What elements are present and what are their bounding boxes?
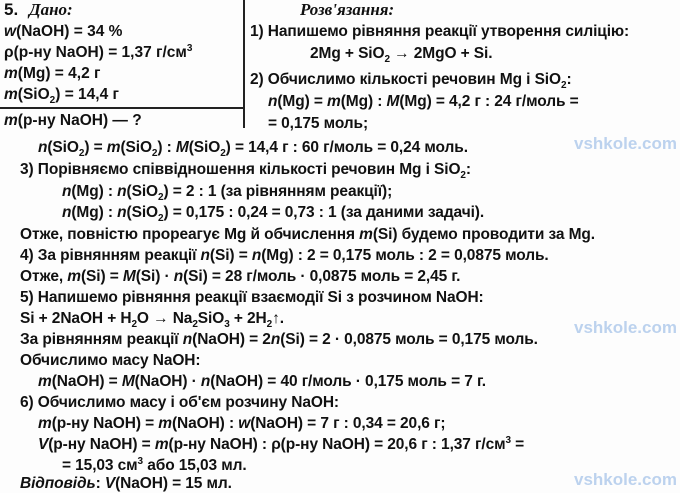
solution-line: 3) Порівняємо співвідношення кількості речовин Mg і SiO$_2$: — [20, 161, 471, 182]
solution-line: n(Mg) : n(SiO$_2$) = 2 : 1 (за рівнянням реакції); — [62, 183, 393, 204]
watermark: vshkole.com — [574, 470, 677, 489]
solution-header: Розв'язання: — [300, 0, 395, 19]
solution-line: m(NaOH) = M(NaOH) · n(NaOH) = 40 г/моль · 0,175 моль = 7 г. — [38, 373, 486, 390]
watermark: vshkole.com — [574, 134, 677, 153]
given-header: Дано: — [29, 0, 73, 19]
solution-line: n(Mg) : n(SiO$_2$) = 0,175 : 0,24 = 0,73 : 1 (за даними задачі). — [62, 204, 485, 225]
solution-line: m(р-ну NaOH) = m(NaOH) : w(NaOH) = 7 г : 0,34 = 20,6 г; — [38, 415, 446, 432]
given-line: m(Mg) = 4,2 г — [4, 65, 101, 82]
given-divider-vertical — [243, 0, 245, 128]
given-line: w(NaOH) = 34 % — [4, 23, 123, 40]
solution-line: 2) Обчислимо кількості речовин Mg і SiO$_2$: — [250, 71, 572, 92]
solution-line: 4) За рівнянням реакції n(Si) = n(Mg) : 2 = 0,175 моль : 2 = 0,0875 моль. — [20, 247, 549, 264]
solution-line: n(Mg) = m(Mg) : M(Mg) = 4,2 г : 24 г/моль = — [268, 93, 579, 110]
watermark: vshkole.com — [574, 318, 677, 337]
given-divider-horizontal — [0, 107, 243, 109]
solution-line: = 15,03 $см^3$ або 15,03 мл. — [62, 455, 247, 474]
solution-line: Si + 2NaOH + $H_2O \to Na_2SiO_3$ + $2H_2↑$. — [20, 310, 284, 331]
solution-line: За рівнянням реакції n(NaOH) = 2n(Si) = 2 · 0,0875 моль = 0,175 моль. — [20, 331, 538, 348]
solution-line: 5) Напишемо рівняння реакції взаємодії Si з розчином NaOH: — [20, 289, 484, 306]
answer-line: Відповідь: V(NaOH) = 15 мл. — [20, 475, 232, 492]
solution-line: Обчислимо масу NaOH: — [20, 352, 201, 369]
solution-line: V(р-ну NaOH) = m(р-ну NaOH) : ρ(р-ну NaOH) = 20,6 г : 1,37 $г/см^3$ = — [38, 434, 525, 453]
solution-line: Отже, m(Si) = M(Si) · n(Si) = 28 г/моль · 0,0875 моль = 2,45 г. — [20, 268, 461, 285]
solution-line: n(SiO$_2$) = m(SiO$_2$) : M(SiO$_2$) = 14,4 г : 60 г/моль = 0,24 моль. — [38, 139, 468, 160]
find-line: m(р-ну NaOH) — ? — [4, 112, 142, 129]
problem-number: 5. — [4, 0, 19, 19]
solution-line: Отже, повністю прореагує Mg й обчислення m(Si) будемо проводити за Mg. — [20, 226, 596, 243]
given-line: m(SiO$_2$) = 14,4 г — [4, 86, 119, 107]
solution-line: 2Mg + SiO$_2$ → 2MgO + Si. — [310, 45, 493, 66]
solution-line: 1) Напишемо рівняння реакції утворення силіцію: — [250, 23, 630, 40]
solution-line: 6) Обчислимо масу і об'єм розчину NaOH: — [20, 394, 339, 411]
solution-line: = 0,175 моль; — [268, 115, 369, 132]
given-line: ρ(р-ну NaOH) = 1,37 $г/см^3$ — [4, 42, 193, 61]
